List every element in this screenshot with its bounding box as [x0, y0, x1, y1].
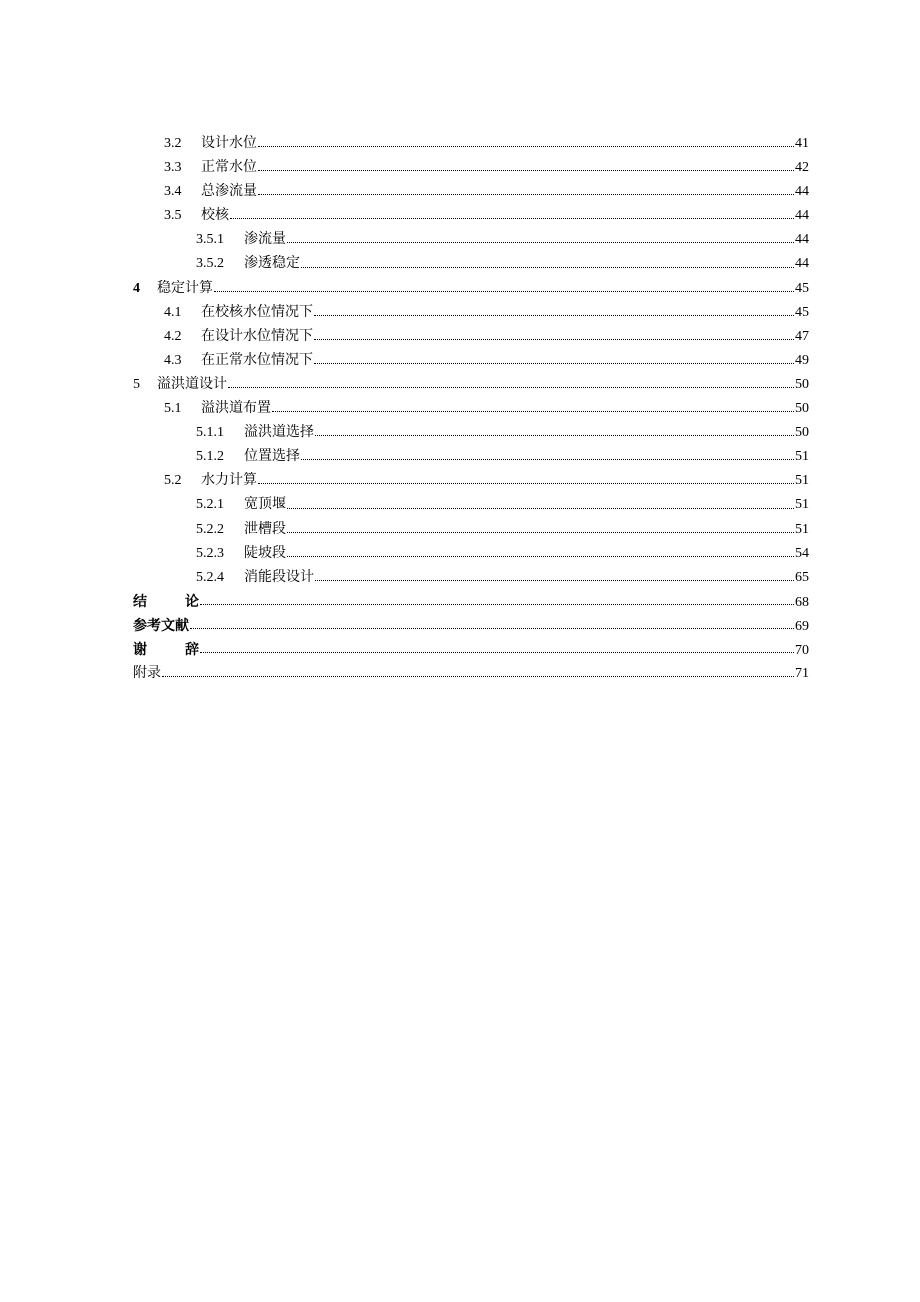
toc-dot-leader: [287, 508, 794, 509]
toc-entry[interactable]: [133, 421, 809, 445]
toc-entry-page: 47: [795, 328, 809, 344]
toc-entry-number: 3.4: [164, 184, 182, 200]
toc-entry-page: 42: [795, 160, 809, 176]
toc-entry[interactable]: [133, 590, 809, 614]
toc-entry[interactable]: [133, 325, 809, 349]
toc-dot-leader: [258, 194, 794, 195]
toc-dot-leader: [258, 146, 794, 147]
toc-entry-title: 在正常水位情况下: [201, 352, 313, 368]
toc-entry-title: 结论: [133, 593, 237, 610]
toc-entry-title: 泄槽段: [244, 521, 286, 537]
toc-entry-number: 5.2: [164, 473, 182, 489]
toc-entry-title: 陡坡段: [244, 545, 286, 561]
toc-entry-title: 谢辞: [133, 641, 237, 658]
toc-entry-number: 3.3: [164, 160, 182, 176]
toc-entry-number: 5.1.2: [196, 449, 224, 465]
toc-entry-page: 45: [795, 304, 809, 320]
toc-entry[interactable]: [133, 469, 809, 493]
toc-entry-page: 41: [795, 136, 809, 151]
toc-entry-title: 位置选择: [244, 449, 300, 465]
toc-entry-page: 51: [795, 521, 809, 537]
toc-entry[interactable]: [133, 445, 809, 469]
table-of-contents: [133, 132, 809, 686]
toc-entry-page: 71: [795, 666, 809, 682]
toc-dot-leader: [287, 532, 794, 533]
toc-dot-leader: [315, 435, 794, 436]
toc-entry-number: 4.2: [164, 328, 182, 344]
toc-entry[interactable]: [133, 373, 809, 397]
toc-entry-number: 4: [133, 280, 140, 296]
toc-dot-leader: [214, 291, 794, 292]
toc-entry[interactable]: [133, 301, 809, 325]
toc-entry-number: 5.2.2: [196, 521, 224, 537]
toc-entry-page: 51: [795, 497, 809, 513]
toc-dot-leader: [314, 363, 794, 364]
toc-entry[interactable]: [133, 518, 809, 542]
toc-entry-page: 44: [795, 208, 809, 224]
toc-entry[interactable]: [133, 542, 809, 566]
toc-entry-page: 51: [795, 473, 809, 489]
toc-entry-number: 4.1: [164, 304, 182, 320]
toc-entry-page: 49: [795, 352, 809, 368]
toc-entry[interactable]: [133, 252, 809, 276]
toc-dot-leader: [301, 459, 794, 460]
toc-entry-title: 参考文献: [133, 617, 189, 634]
toc-entry[interactable]: [133, 180, 809, 204]
toc-dot-leader: [258, 170, 794, 171]
toc-dot-leader: [200, 604, 794, 605]
toc-entry-title: 渗流量: [244, 232, 286, 248]
toc-entry-number: 5.2.3: [196, 545, 224, 561]
toc-entry[interactable]: [133, 204, 809, 228]
toc-dot-leader: [314, 315, 794, 316]
toc-entry-title: 校核: [201, 208, 229, 224]
toc-dot-leader: [230, 218, 794, 219]
toc-entry-title: 正常水位: [201, 160, 257, 176]
toc-entry-title: 溢洪道布置: [201, 401, 271, 417]
toc-entry-title: 溢洪道选择: [244, 425, 314, 441]
toc-entry-number: 5.2.1: [196, 497, 224, 513]
toc-entry[interactable]: [133, 397, 809, 421]
toc-entry[interactable]: [133, 662, 809, 686]
toc-entry-title: 总渗流量: [201, 184, 257, 200]
toc-entry-number: 3.5.1: [196, 232, 224, 248]
toc-entry[interactable]: [133, 132, 809, 156]
toc-dot-leader: [287, 556, 794, 557]
toc-dot-leader: [200, 652, 794, 653]
toc-entry-number: 4.3: [164, 352, 182, 368]
toc-entry-page: 54: [795, 545, 809, 561]
toc-entry[interactable]: [133, 638, 809, 662]
toc-entry-page: 65: [795, 569, 809, 585]
toc-entry-title: 水力计算: [201, 473, 257, 489]
toc-entry-number: 5.1.1: [196, 425, 224, 441]
toc-entry-number: 3.5.2: [196, 256, 224, 272]
toc-entry-title: 宽顶堰: [244, 497, 286, 513]
toc-entry-title: 溢洪道设计: [157, 376, 227, 392]
toc-entry[interactable]: [133, 566, 809, 590]
toc-dot-leader: [228, 387, 794, 388]
toc-entry-page: 45: [795, 280, 809, 296]
toc-entry-page: 70: [795, 642, 809, 658]
toc-entry-number: 5: [133, 376, 140, 392]
toc-entry-page: 44: [795, 184, 809, 200]
toc-dot-leader: [162, 676, 794, 677]
toc-entry[interactable]: [133, 228, 809, 252]
toc-entry[interactable]: [133, 349, 809, 373]
toc-entry[interactable]: [133, 614, 809, 638]
toc-entry-page: 50: [795, 401, 809, 417]
toc-dot-leader: [315, 580, 794, 581]
toc-entry-number: 3.5: [164, 208, 182, 224]
toc-entry-page: 50: [795, 376, 809, 392]
toc-dot-leader: [287, 242, 794, 243]
toc-entry-number: 5.1: [164, 401, 182, 417]
toc-entry-page: 69: [795, 618, 809, 634]
toc-entry-title: 在校核水位情况下: [201, 304, 313, 320]
toc-entry-page: 51: [795, 449, 809, 465]
toc-entry-title: 消能段设计: [244, 569, 314, 585]
toc-entry-page: 44: [795, 232, 809, 248]
toc-entry[interactable]: [133, 493, 809, 517]
toc-entry-page: 50: [795, 425, 809, 441]
toc-dot-leader: [272, 411, 794, 412]
toc-entry-title: 渗透稳定: [244, 256, 300, 272]
toc-entry[interactable]: [133, 277, 809, 301]
toc-entry-number: 5.2.4: [196, 569, 224, 585]
toc-dot-leader: [301, 267, 794, 268]
toc-dot-leader: [314, 339, 794, 340]
toc-entry-title: 在设计水位情况下: [201, 328, 313, 344]
toc-entry-page: 68: [795, 594, 809, 610]
toc-dot-leader: [258, 483, 794, 484]
toc-dot-leader: [190, 628, 794, 629]
toc-entry-number: 3.2: [164, 136, 182, 151]
toc-entry-title: 附录: [133, 666, 161, 682]
toc-entry-title: 稳定计算: [157, 280, 213, 296]
toc-entry-title: 设计水位: [201, 136, 257, 151]
toc-entry[interactable]: [133, 156, 809, 180]
toc-entry-page: 44: [795, 256, 809, 272]
